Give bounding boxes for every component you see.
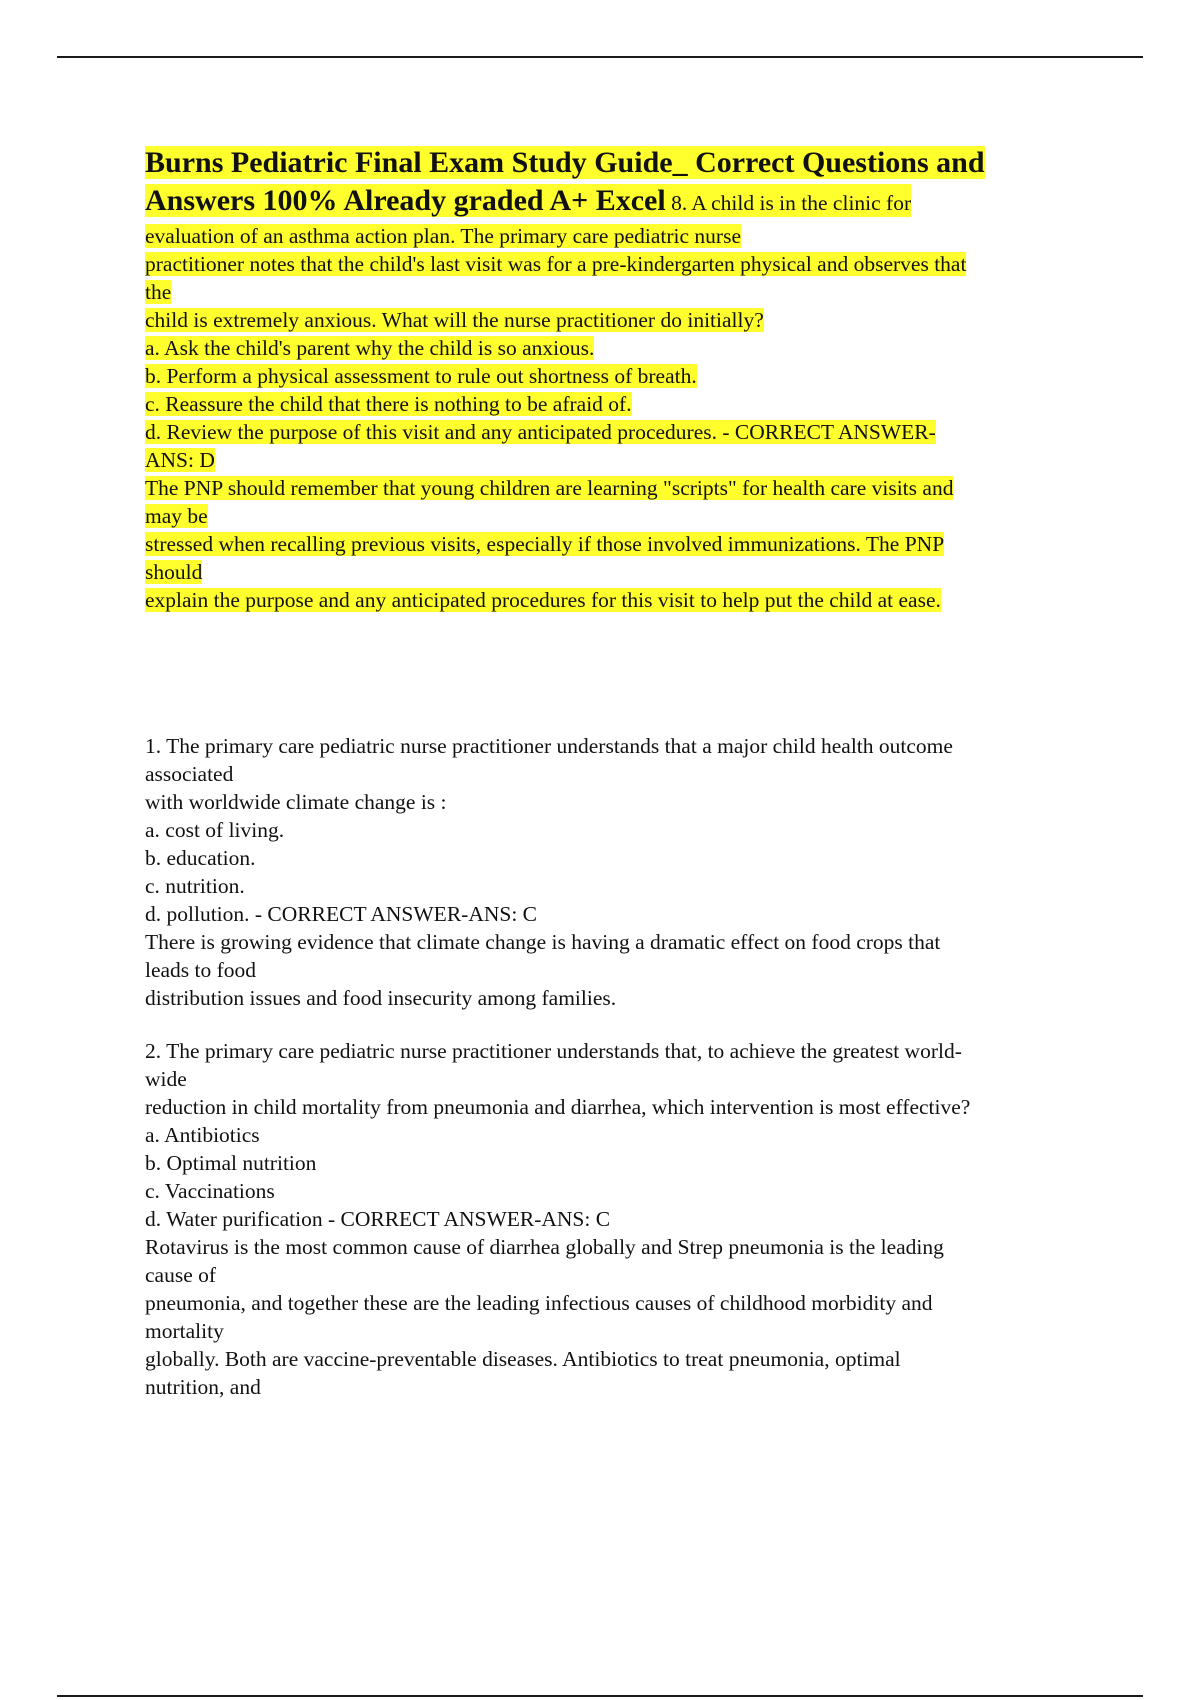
question-1 [145, 732, 1080, 1012]
question-2-option-c: c. Vaccinations [145, 1179, 275, 1203]
top-rule [57, 56, 1143, 58]
intro-line-text: c. Reassure the child that there is nothing to be afraid of. [145, 392, 632, 416]
intro-line-text: ANS: D [145, 448, 215, 472]
intro-option-c [145, 390, 1080, 418]
question-2-rationale: nutrition, and [145, 1375, 261, 1399]
question-2-option-d: d. Water purification - CORRECT ANSWER-ANS: C [145, 1207, 611, 1231]
intro-line-text: the [145, 280, 172, 304]
intro-line [145, 306, 1080, 334]
question-2-rationale: Rotavirus is the most common cause of diarrhea globally and Strep pneumonia is the leading [145, 1235, 944, 1259]
intro-line-text: evaluation of an asthma action plan. The primary care pediatric nurse [145, 224, 741, 248]
intro-rationale-line [145, 530, 1080, 558]
question-1-rationale: distribution issues and food insecurity among families. [145, 986, 617, 1010]
title-tail-text: 8. A child is in the clinic for [665, 191, 912, 215]
intro-option-a [145, 334, 1080, 362]
question-2-option-a: a. Antibiotics [145, 1123, 260, 1147]
title-line-2-text: Answers 100% Already graded A+ Excel [145, 184, 666, 217]
highlighted-intro [145, 144, 1080, 614]
question-2-line: 2. The primary care pediatric nurse practitioner understands that, to achieve the greatest world- [145, 1039, 962, 1063]
question-1-rationale: There is growing evidence that climate change is having a dramatic effect on food crops that [145, 930, 941, 954]
question-2 [145, 1037, 1080, 1401]
question-1-line: 1. The primary care pediatric nurse practitioner understands that a major child health outcome [145, 734, 953, 758]
question-2-rationale: globally. Both are vaccine-preventable diseases. Antibiotics to treat pneumonia, optimal [145, 1347, 901, 1371]
intro-rationale-line [145, 502, 1080, 530]
intro-line-text: d. Review the purpose of this visit and any anticipated procedures. - CORRECT ANSWER- [145, 420, 936, 444]
intro-line-text: should [145, 560, 203, 584]
question-2-line: wide [145, 1067, 187, 1091]
intro-line-text: may be [145, 504, 208, 528]
question-1-line: with worldwide climate change is : [145, 790, 447, 814]
question-1-rationale: leads to food [145, 958, 257, 982]
question-2-rationale: cause of [145, 1263, 217, 1287]
question-2-rationale: mortality [145, 1319, 224, 1343]
intro-line-text: The PNP should remember that young children are learning "scripts" for health care visits and [145, 476, 954, 500]
intro-line [145, 222, 1080, 250]
question-1-option-a: a. cost of living. [145, 818, 285, 842]
title-line-2-wrap [145, 184, 911, 217]
intro-rationale-line [145, 558, 1080, 586]
intro-rationale-line [145, 474, 1080, 502]
document-title-line-1 [145, 144, 1080, 182]
intro-answer [145, 446, 1080, 474]
intro-line-text: practitioner notes that the child's last visit was for a pre-kindergarten physical and observes that [145, 252, 967, 276]
question-1-option-c: c. nutrition. [145, 874, 245, 898]
intro-rationale-line [145, 586, 1080, 614]
intro-option-d [145, 418, 1080, 446]
question-1-option-b: b. education. [145, 846, 256, 870]
intro-line-text: explain the purpose and any anticipated procedures for this visit to help put the child at ease. [145, 588, 941, 612]
title-line-1-text: Burns Pediatric Final Exam Study Guide_ Correct Questions and [145, 146, 985, 179]
question-2-option-b: b. Optimal nutrition [145, 1151, 317, 1175]
question-1-option-d: d. pollution. - CORRECT ANSWER-ANS: C [145, 902, 538, 926]
intro-line [145, 250, 1080, 278]
intro-line-text: child is extremely anxious. What will the nurse practitioner do initially? [145, 308, 764, 332]
intro-line-text: b. Perform a physical assessment to rule out shortness of breath. [145, 364, 697, 388]
document-title-line-2 [145, 182, 1080, 222]
intro-line-text: a. Ask the child's parent why the child is so anxious. [145, 336, 595, 360]
intro-line [145, 278, 1080, 306]
intro-option-b [145, 362, 1080, 390]
question-2-rationale: pneumonia, and together these are the leading infectious causes of childhood morbidity and [145, 1291, 933, 1315]
intro-line-text: stressed when recalling previous visits, especially if those involved immunizations. The PNP [145, 532, 945, 556]
question-1-line: associated [145, 762, 234, 786]
bottom-rule [57, 1695, 1143, 1697]
question-2-line: reduction in child mortality from pneumonia and diarrhea, which intervention is most effective? [145, 1095, 971, 1119]
